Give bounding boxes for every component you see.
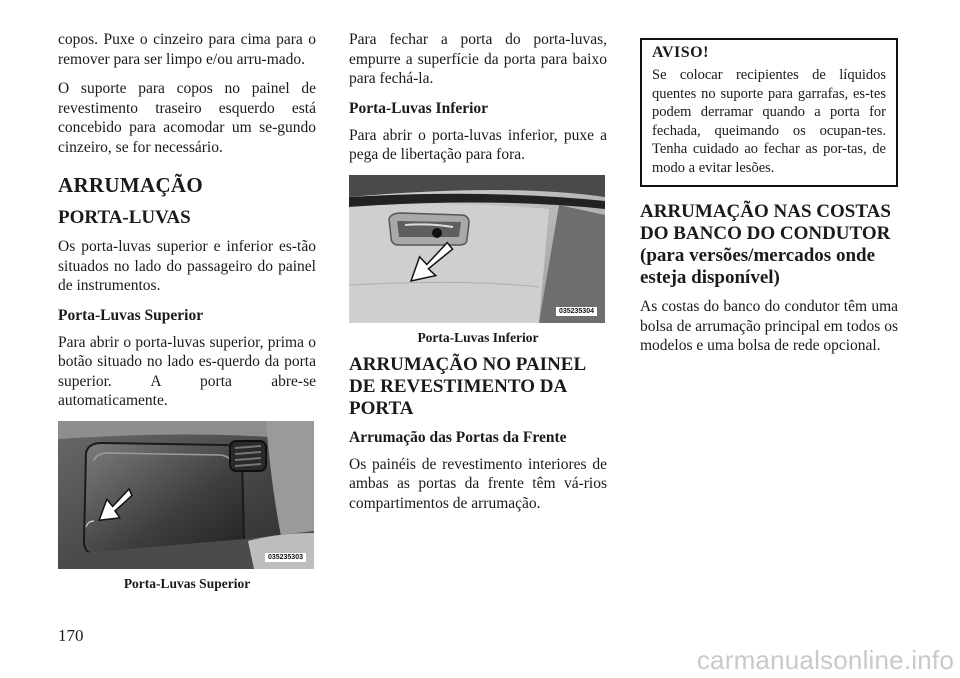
upper-glove-box-photo <box>58 421 314 569</box>
paragraph-glove-box-location: Os porta-luvas superior e inferior es-tão situados no lado do passageiro do painel de instrumentos. <box>58 238 316 294</box>
page-number: 170 <box>58 626 84 645</box>
paragraph-close-glove-box: Para fechar a porta do porta-luvas, empurre a superfície da porta para baixo para fechá-la. <box>349 31 607 87</box>
heading-porta-luvas: PORTA-LUVAS <box>58 207 191 228</box>
heading-arrumacao: ARRUMAÇÃO <box>58 173 204 197</box>
warning-title: AVISO! <box>652 44 709 61</box>
heading-driver-seat-storage: ARRUMAÇÃO NAS COSTAS DO BANCO DO CONDUTOR (para versões/mercados onde esteja disponível) <box>640 201 891 288</box>
caption-lower-glove-box: Porta-Luvas Inferior <box>417 329 539 345</box>
caption-upper-glove-box: Porta-Luvas Superior <box>123 575 251 591</box>
paragraph-driver-seat-storage: As costas do banco do condutor têm uma bolsa de arrumação principal em todos os modelos e uma bolsa de rede opcional. <box>640 298 898 354</box>
figure-code: 035235303 <box>265 553 306 562</box>
figure-lower-glove-box <box>349 175 605 323</box>
warning-text: Se colocar recipientes de líquidos quentes no suporte para garrafas, es-tes podem derramar quando a porta for fechada, queimando os ocupan-tes. Tenha cuidado ao fechar as por-tas, de modo a evitar lesões. <box>652 67 886 176</box>
heading-door-trim-storage: ARRUMAÇÃO NO PAINEL DE REVESTIMENTO DA PORTA <box>349 353 586 419</box>
warning-box <box>640 38 898 187</box>
heading-upper-glove-box: Porta-Luvas Superior <box>58 306 204 324</box>
column-2 <box>349 30 607 523</box>
paragraph-lower-glove-box: Para abrir o porta-luvas inferior, puxe a pega de libertação para fora. <box>349 126 607 163</box>
heading-lower-glove-box: Porta-Luvas Inferior <box>349 99 489 117</box>
column-1 <box>58 30 316 598</box>
paragraph-upper-glove-box: Para abrir o porta-luvas superior, prima o botão situado no lado es-querdo da porta superior. A porta abre-se automaticamente. <box>58 333 316 409</box>
lower-glove-box-photo <box>349 175 605 323</box>
figure-code: 035235304 <box>556 307 597 316</box>
heading-front-door-storage: Arrumação das Portas da Frente <box>349 428 567 446</box>
paragraph-front-door-storage: Os painéis de revestimento interiores de ambas as portas da frente têm vá-rios compartimentos de arrumação. <box>349 455 607 512</box>
paragraph-ashtray: copos. Puxe o cinzeiro para cima para o remover para ser limpo e/ou arru-mado. <box>58 31 316 68</box>
column-3 <box>640 38 898 366</box>
paragraph-cup-holder: O suporte para copos no painel de revestimento traseiro esquerdo está concebido para acomodar um se-gundo cinzeiro, se for necessário. <box>58 80 316 156</box>
watermark: carmanualsonline.info <box>696 645 954 675</box>
figure-upper-glove-box <box>58 421 314 569</box>
